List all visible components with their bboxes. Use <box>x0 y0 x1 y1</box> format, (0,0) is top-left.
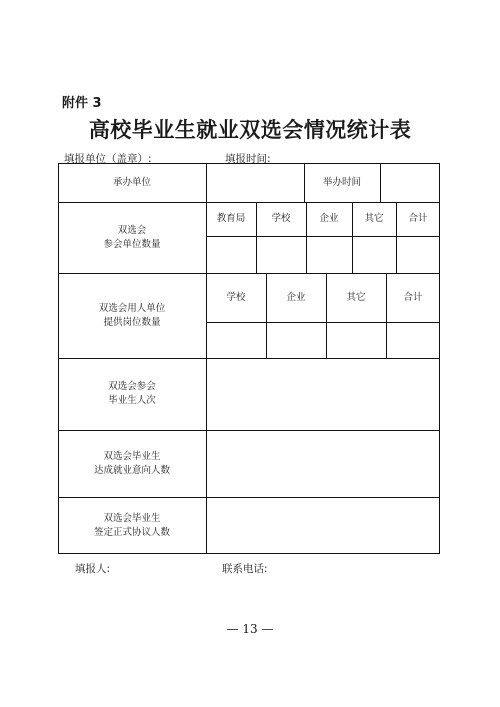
positions-enterprise-input[interactable] <box>267 323 325 357</box>
phone-label: 联系电话: <box>222 563 268 575</box>
positions-school-input[interactable] <box>207 323 265 357</box>
host-time-input[interactable] <box>381 164 439 201</box>
units-school-input[interactable] <box>257 237 305 272</box>
organizer-label: 承办单位 <box>112 176 151 188</box>
organizer-input[interactable] <box>207 164 303 201</box>
reporter-label: 填报人: <box>75 563 111 575</box>
page-number: — 13 — <box>226 622 274 636</box>
positions-total-input[interactable] <box>387 323 439 357</box>
units-col-total: 合计 <box>408 213 428 224</box>
fill-time-label: 填报时间: <box>225 153 271 165</box>
graduates-label: 双选会参会 毕业生人次 <box>108 381 156 406</box>
fill-unit-label: 填报单位（盖章）: <box>64 153 152 165</box>
agreement-input[interactable] <box>207 498 439 553</box>
units-col-school: 学校 <box>271 213 291 224</box>
positions-other-input[interactable] <box>327 323 385 357</box>
units-other-input[interactable] <box>353 237 395 272</box>
intent-input[interactable] <box>207 431 439 496</box>
form-title: 高校毕业生就业双选会情况统计表 <box>88 117 412 142</box>
units-section-label: 双选会 参会单位数量 <box>103 224 161 250</box>
units-total-input[interactable] <box>397 237 439 272</box>
agreement-label: 双选会毕业生 签定正式协议人数 <box>93 512 170 538</box>
graduates-input[interactable] <box>207 359 439 429</box>
intent-label: 双选会毕业生 达成就业意向人数 <box>93 450 170 476</box>
positions-col-school: 学校 <box>226 291 246 303</box>
units-education-bureau-input[interactable] <box>207 237 255 272</box>
units-col-education-bureau: 教育局 <box>216 213 246 224</box>
host-time-label: 举办时间 <box>322 176 361 188</box>
units-col-other: 其它 <box>364 213 384 224</box>
positions-col-total: 合计 <box>403 291 423 303</box>
positions-col-other: 其它 <box>346 291 366 303</box>
attachment-label: 附件 3 <box>62 96 102 111</box>
positions-col-enterprise: 企业 <box>286 291 306 303</box>
positions-section-label: 双选会用人单位 提供岗位数量 <box>98 302 166 328</box>
units-enterprise-input[interactable] <box>307 237 351 272</box>
units-col-enterprise: 企业 <box>319 213 339 224</box>
